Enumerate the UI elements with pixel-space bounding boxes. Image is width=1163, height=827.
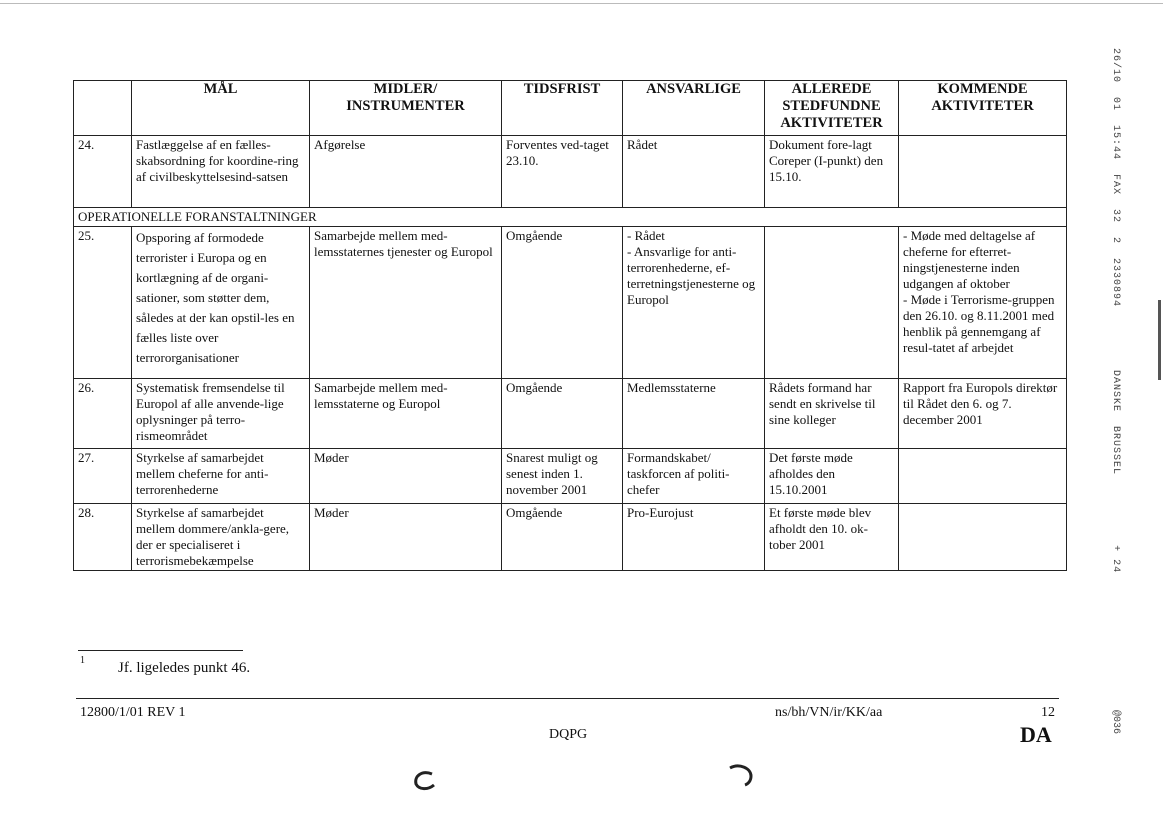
header-ansvarlige: ANSVARLIGE [623, 81, 765, 136]
row-number: 28. [74, 504, 132, 571]
cell-mal: Styrkelse af samarbejdet mellem dommere/ankla-gere, der er specialiseret i terrorismebekæmpelse [132, 504, 310, 571]
fax-transmission-header: 26/10 01 15:44 FAX 32 2 2330894 DANSKE BRUSSEL + 24 [1110, 48, 1121, 574]
scan-edge-mark [1158, 300, 1161, 380]
author-initials: ns/bh/VN/ir/KK/aa [775, 705, 883, 720]
punch-hole-mark-left [410, 768, 440, 792]
cell-tidsfrist: Omgående [502, 379, 623, 449]
kommende-line: - Møde i Terrorisme-gruppen den 26.10. og 8.11.2001 med henblik på gennemgang af resul-tatet af arbejdet [903, 292, 1055, 355]
header-allerede: ALLEREDE STEDFUNDNE AKTIVITETER [765, 81, 899, 136]
cell-midler: Samarbejde mellem med-lemsstaternes tjenester og Europol [310, 227, 502, 379]
cell-kommende: Rapport fra Europols direktør til Rådet den 6. og 7. december 2001 [899, 379, 1067, 449]
cell-mal: Styrkelse af samarbejdet mellem cheferne for anti-terrorenhederne [132, 449, 310, 504]
cell-ansvarlige: Rådet [623, 136, 765, 208]
header-num [74, 81, 132, 136]
cell-allerede: Det første møde afholdes den 15.10.2001 [765, 449, 899, 504]
department-code: DQPG [549, 727, 588, 742]
cell-mal: Opsporing af formodede terrorister i Europa og en kortlægning af de organi-sationer, som støtter dem, således at der kan opstil-les en fælles liste over terrororganisationer [132, 227, 310, 379]
section-row [74, 208, 1067, 227]
cell-tidsfrist: Omgående [502, 227, 623, 379]
fax-page-counter: @036 [1110, 710, 1121, 735]
cell-kommende [899, 449, 1067, 504]
cell-allerede [765, 227, 899, 379]
kommende-line: - Møde med deltagelse af cheferne for efterret-ningstjenesterne inden udgangen af oktober [903, 228, 1036, 291]
cell-midler: Afgørelse [310, 136, 502, 208]
cell-ansvarlige: Formandskabet/ taskforcen af politi-chefer [623, 449, 765, 504]
cell-ansvarlige: Pro-Eurojust [623, 504, 765, 571]
cell-midler: Møder [310, 449, 502, 504]
footnote-text: Jf. ligeledes punkt 46. [118, 660, 251, 676]
table-row-25 [74, 227, 1067, 379]
row-number: 27. [74, 449, 132, 504]
cell-ansvarlige: Medlemsstaterne [623, 379, 765, 449]
action-plan-table [73, 80, 1067, 571]
cell-allerede: Dokument fore-lagt Coreper (I-punkt) den 15.10. [765, 136, 899, 208]
cell-ansvarlige [623, 227, 765, 379]
header-tidsfrist: TIDSFRIST [502, 81, 623, 136]
cell-mal: Fastlæggelse af en fælles-skabsordning for koordine-ring af civilbeskyttelsesind-satsen [132, 136, 310, 208]
header-mal: MÅL [132, 81, 310, 136]
footnote-divider [78, 650, 243, 651]
header-midler: MIDLER/ INSTRUMENTER [310, 81, 502, 136]
cell-kommende [899, 136, 1067, 208]
cell-tidsfrist: Forventes ved-taget 23.10. [502, 136, 623, 208]
page-number: 12 [1041, 705, 1055, 720]
row-number: 24. [74, 136, 132, 208]
header-kommende: KOMMENDE AKTIVITETER [899, 81, 1067, 136]
section-title: OPERATIONELLE FORANSTALTNINGER [74, 208, 1067, 227]
header-row [74, 81, 1067, 136]
punch-hole-mark-right [727, 762, 757, 788]
table-row-28 [74, 504, 1067, 571]
cell-midler: Møder [310, 504, 502, 571]
doc-reference: 12800/1/01 REV 1 [80, 705, 186, 720]
cell-tidsfrist: Snarest muligt og senest inden 1. november 2001 [502, 449, 623, 504]
ansvarlige-line: - Rådet [627, 228, 665, 243]
table-row-26 [74, 379, 1067, 449]
ansvarlige-line: - Ansvarlige for anti-terrorenhederne, ef-terretningstjenesterne og Europol [627, 244, 756, 307]
cell-allerede: Et første møde blev afholdt den 10. ok-tober 2001 [765, 504, 899, 571]
cell-kommende [899, 504, 1067, 571]
cell-kommende [899, 227, 1067, 379]
cell-mal: Systematisk fremsendelse til Europol af alle anvende-lige oplysninger på terro-rismeområdet [132, 379, 310, 449]
row-number: 26. [74, 379, 132, 449]
cell-allerede: Rådets formand har sendt en skrivelse til sine kolleger [765, 379, 899, 449]
cell-tidsfrist: Omgående [502, 504, 623, 571]
footnote-mark: 1 [80, 655, 85, 666]
table-row-27 [74, 449, 1067, 504]
language-code: DA [1020, 722, 1052, 747]
scan-top-edge [0, 3, 1163, 4]
table-row-24 [74, 136, 1067, 208]
row-number: 25. [74, 227, 132, 379]
cell-midler: Samarbejde mellem med-lemsstaterne og Europol [310, 379, 502, 449]
footer-divider [76, 698, 1059, 699]
